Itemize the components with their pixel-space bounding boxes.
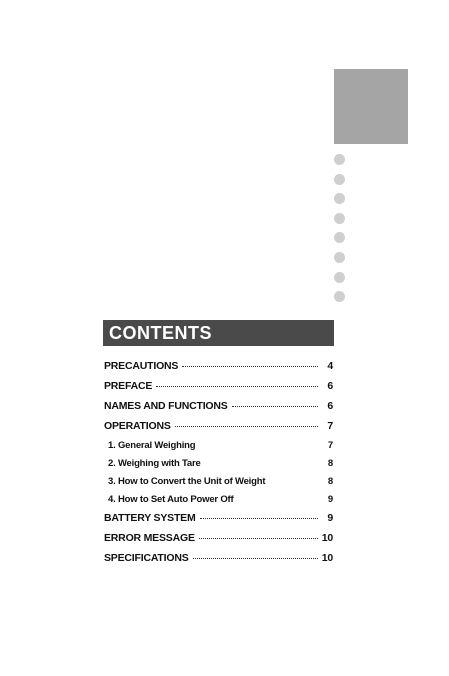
toc-entry-title: OPERATIONS [104,420,171,432]
decorative-dot [334,291,345,302]
toc-entry[interactable] [104,512,333,532]
toc-entry[interactable] [104,400,333,420]
toc-entry-title: ERROR MESSAGE [104,532,195,544]
toc-entry-title: BATTERY SYSTEM [104,512,196,524]
toc-entry-page: 8 [327,458,333,469]
toc-entry-title: 1. General Weighing [108,440,196,451]
toc-subentry[interactable] [104,476,333,494]
toc-entry-page: 10 [321,532,333,544]
toc-entry-title: 2. Weighing with Tare [108,458,201,469]
contents-heading: CONTENTS [103,320,334,346]
toc-entry-title: SPECIFICATIONS [104,552,189,564]
toc-subentry[interactable] [104,458,333,476]
toc-entry[interactable] [104,380,333,400]
toc-entry-title: 3. How to Convert the Unit of Weight [108,476,266,487]
toc-entry[interactable] [104,532,333,552]
decorative-dot [334,252,345,263]
decorative-dot-column [334,154,346,311]
toc-entry-title: PREFACE [104,380,153,392]
toc-entry-page: 8 [327,476,333,487]
decorative-dot [334,174,345,185]
toc-subentry[interactable] [104,440,333,458]
toc-leader-dots [182,366,318,367]
decorative-dot [334,193,345,204]
table-of-contents [104,360,333,572]
toc-entry-page: 7 [327,440,333,451]
toc-entry-page: 10 [321,552,333,564]
toc-entry-page: 9 [327,512,333,524]
toc-subentry[interactable] [104,494,333,512]
toc-leader-dots [156,386,318,387]
toc-leader-dots [175,426,318,427]
toc-entry-page: 4 [327,360,333,372]
toc-entry-page: 7 [327,420,333,432]
decorative-dot [334,232,345,243]
toc-leader-dots [232,406,318,407]
toc-entry-page: 6 [327,380,333,392]
toc-entry[interactable] [104,552,333,572]
decorative-dot [334,213,345,224]
toc-leader-dots [200,518,318,519]
toc-entry[interactable] [104,360,333,380]
toc-leader-dots [199,538,318,539]
decorative-dot [334,154,345,165]
toc-entry-title: NAMES AND FUNCTIONS [104,400,228,412]
toc-entry-page: 9 [327,494,333,505]
toc-leader-dots [193,558,318,559]
toc-entry-page: 6 [327,400,333,412]
toc-entry-title: PRECAUTIONS [104,360,179,372]
decorative-dot [334,272,345,283]
toc-entry-title: 4. How to Set Auto Power Off [108,494,234,505]
toc-entry[interactable] [104,420,333,440]
decorative-gray-block [334,69,408,144]
